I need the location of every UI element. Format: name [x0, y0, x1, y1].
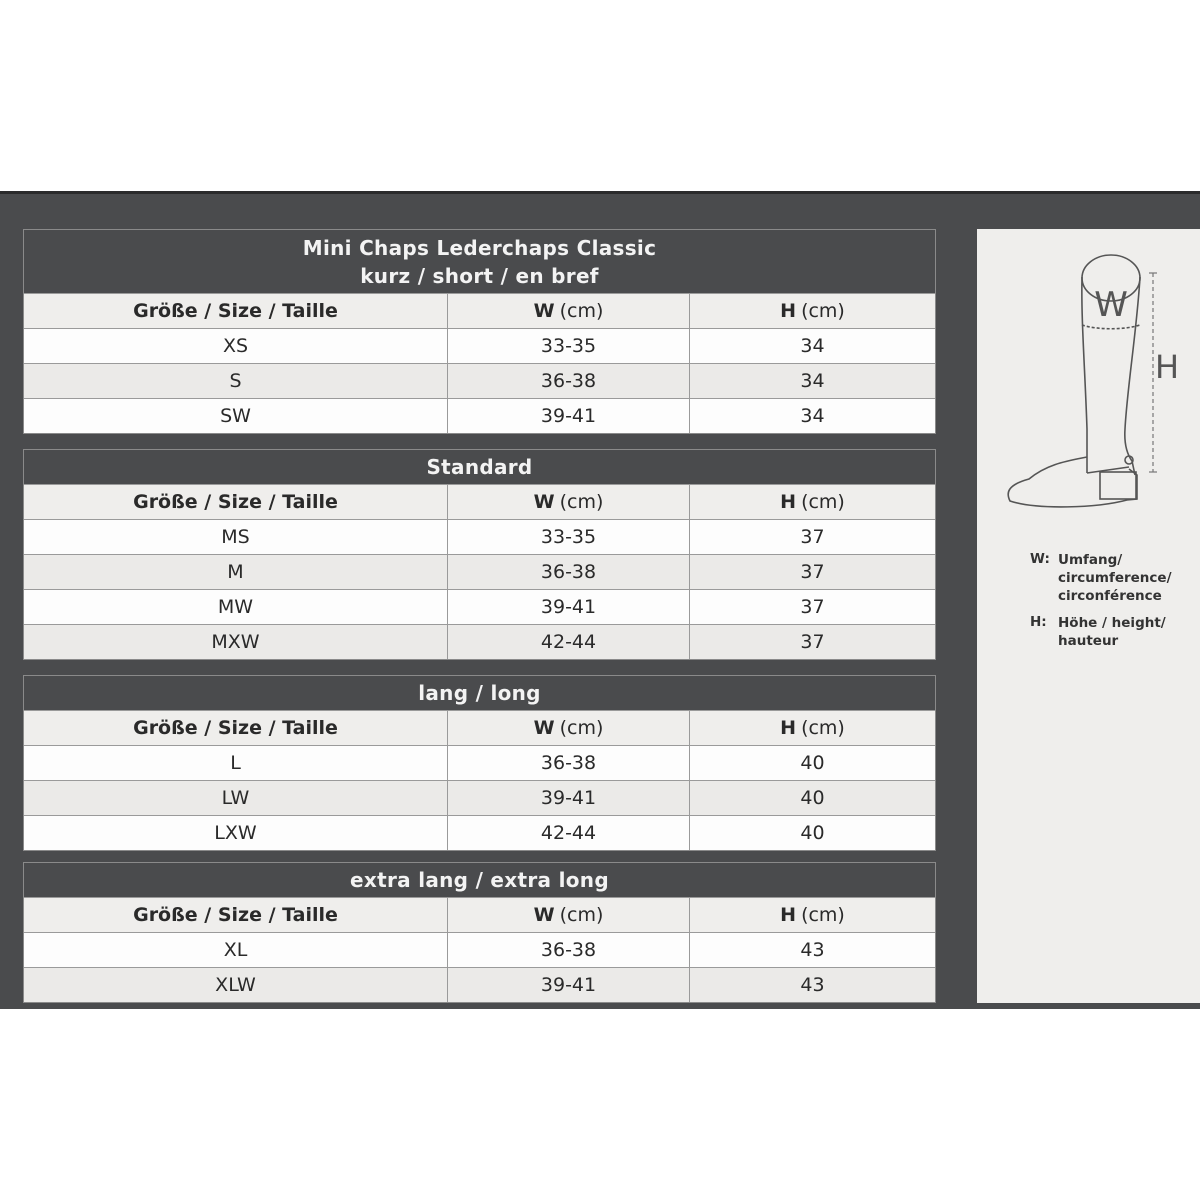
- header-h: H (cm): [689, 898, 935, 932]
- h-cell: 40: [689, 781, 935, 815]
- size-table-extra-long: [23, 862, 936, 1003]
- h-cell: 43: [689, 933, 935, 967]
- w-cell: 36-38: [447, 364, 689, 398]
- h-cell: 37: [689, 520, 935, 554]
- table-title: extra lang / extra long: [350, 868, 609, 892]
- table-row: [24, 624, 935, 659]
- table-row: [24, 780, 935, 815]
- size-table-short: [23, 229, 936, 434]
- w-cell: 39-41: [447, 590, 689, 624]
- h-cell: 37: [689, 590, 935, 624]
- table-title-line1: Mini Chaps Lederchaps Classic: [302, 236, 657, 260]
- table-title: [24, 230, 935, 293]
- header-size: Größe / Size / Taille: [133, 904, 338, 926]
- table-row: [24, 328, 935, 363]
- size-cell: XLW: [215, 974, 256, 996]
- size-cell: SW: [220, 405, 251, 427]
- table-header-row: [24, 484, 935, 519]
- legend-key: W:: [1030, 551, 1050, 567]
- table-row: [24, 745, 935, 780]
- size-cell: LXW: [214, 822, 257, 844]
- header-size: Größe / Size / Taille: [133, 491, 338, 513]
- w-cell: 42-44: [447, 625, 689, 659]
- w-cell: 36-38: [447, 555, 689, 589]
- table-row: [24, 363, 935, 398]
- legend-text: Höhe / height/ hauteur: [1058, 615, 1166, 649]
- table-header-row: [24, 293, 935, 328]
- h-cell: 34: [689, 329, 935, 363]
- table-row: [24, 554, 935, 589]
- h-cell: 37: [689, 625, 935, 659]
- legend: [1030, 551, 1183, 659]
- table-row: [24, 589, 935, 624]
- w-cell: 39-41: [447, 399, 689, 433]
- h-cell: 34: [689, 399, 935, 433]
- h-cell: 34: [689, 364, 935, 398]
- legend-key: H:: [1030, 614, 1047, 630]
- table-title: Standard: [426, 455, 533, 479]
- w-cell: 39-41: [447, 781, 689, 815]
- header-h: H (cm): [689, 294, 935, 328]
- w-cell: 36-38: [447, 746, 689, 780]
- h-label: H: [1154, 348, 1180, 386]
- w-label: W: [1094, 285, 1128, 325]
- h-cell: 40: [689, 816, 935, 850]
- table-row: [24, 932, 935, 967]
- size-cell: L: [230, 752, 241, 774]
- table-header-row: [24, 710, 935, 745]
- size-cell: S: [229, 370, 242, 392]
- header-size: Größe / Size / Taille: [133, 300, 338, 322]
- header-w: W (cm): [447, 294, 689, 328]
- legend-row-w: [1030, 551, 1183, 605]
- h-cell: 40: [689, 746, 935, 780]
- diagram-panel: [977, 229, 1200, 1003]
- size-cell: MXW: [211, 631, 260, 653]
- table-row: [24, 815, 935, 850]
- chaps-diagram: [977, 229, 1200, 529]
- table-title-line2: kurz / short / en bref: [360, 264, 599, 288]
- table-row: [24, 398, 935, 433]
- size-cell: MS: [221, 526, 250, 548]
- legend-row-h: [1030, 614, 1183, 650]
- table-row: [24, 967, 935, 1002]
- size-cell: XL: [223, 939, 248, 961]
- w-cell: 33-35: [447, 329, 689, 363]
- header-h: H (cm): [689, 711, 935, 745]
- header-size: Größe / Size / Taille: [133, 717, 338, 739]
- size-cell: M: [227, 561, 244, 583]
- legend-text: Umfang/ circumference/ circonférence: [1058, 552, 1172, 604]
- header-w: W (cm): [447, 485, 689, 519]
- table-title: lang / long: [418, 681, 541, 705]
- header-h: H (cm): [689, 485, 935, 519]
- w-cell: 33-35: [447, 520, 689, 554]
- w-cell: 36-38: [447, 933, 689, 967]
- size-cell: XS: [222, 335, 249, 357]
- w-cell: 42-44: [447, 816, 689, 850]
- size-cell: MW: [217, 596, 254, 618]
- h-cell: 37: [689, 555, 935, 589]
- table-row: [24, 519, 935, 554]
- w-cell: 39-41: [447, 968, 689, 1002]
- h-cell: 43: [689, 968, 935, 1002]
- table-header-row: [24, 897, 935, 932]
- size-cell: LW: [221, 787, 250, 809]
- size-table-long: [23, 675, 936, 851]
- header-w: W (cm): [447, 711, 689, 745]
- header-w: W (cm): [447, 898, 689, 932]
- size-table-standard: [23, 449, 936, 660]
